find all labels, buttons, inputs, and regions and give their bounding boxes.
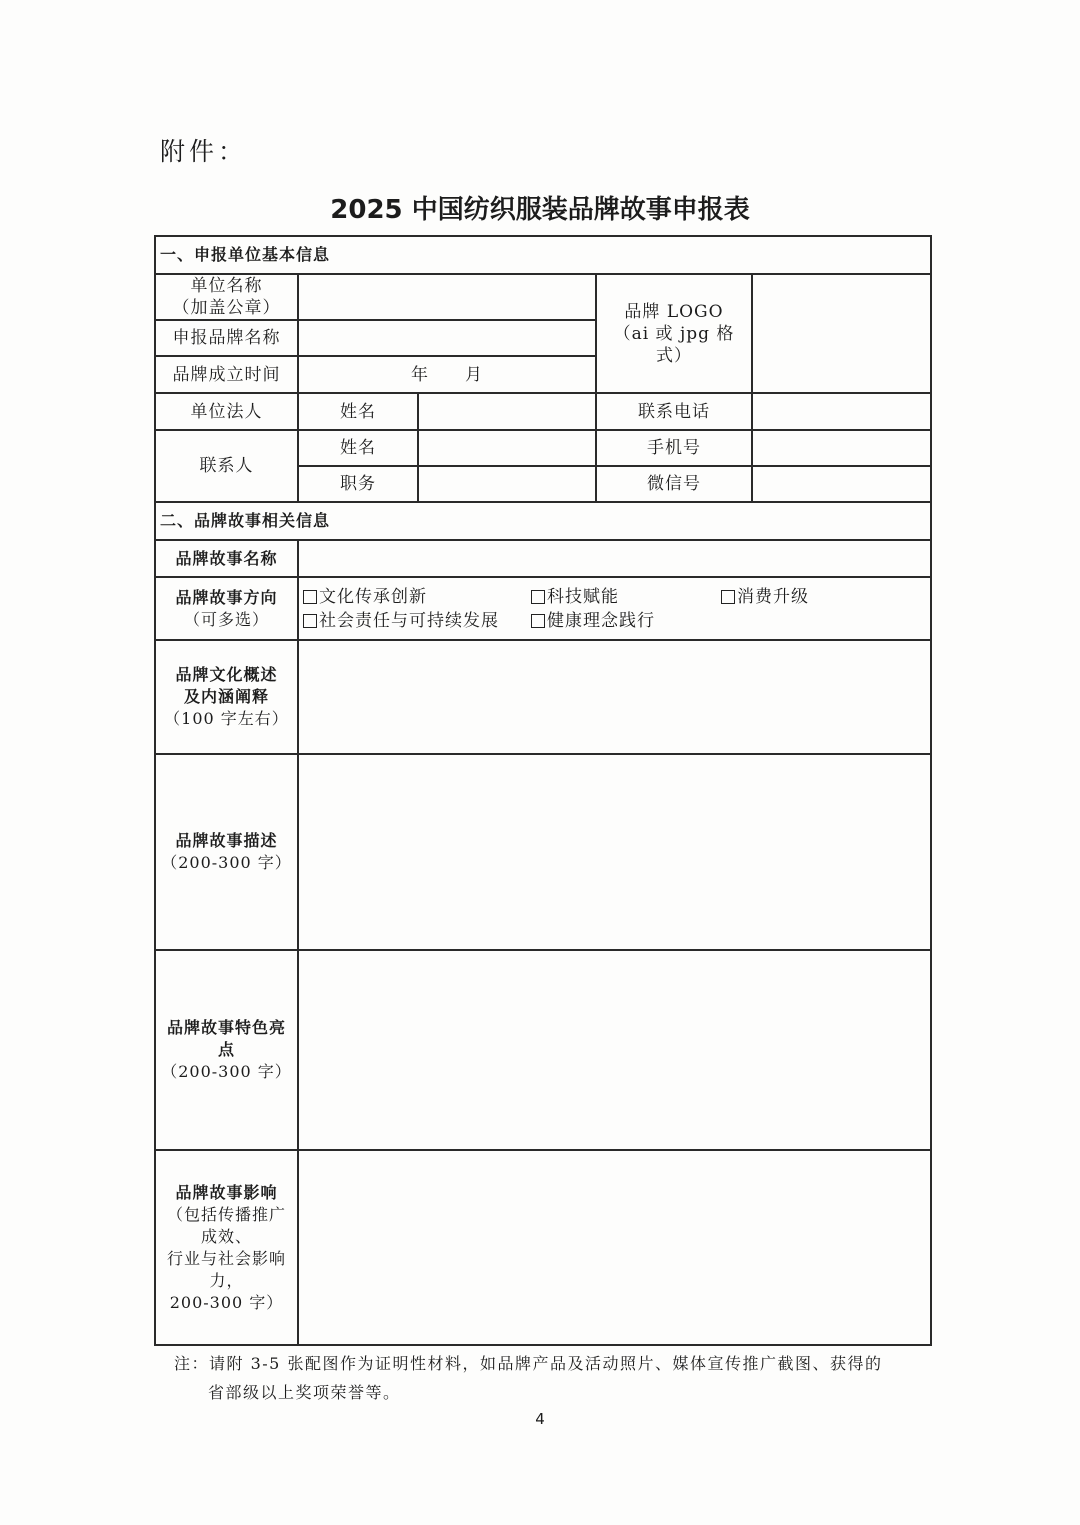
story-impact-label-sub1: （包括传播推广成效、 bbox=[166, 1204, 286, 1246]
section-2-heading: 二、品牌故事相关信息 bbox=[155, 502, 931, 540]
culture-overview-label-line2: 及内涵阐释 bbox=[183, 687, 269, 706]
story-impact-field[interactable] bbox=[298, 1150, 931, 1345]
story-direction-label-main: 品牌故事方向 bbox=[175, 587, 278, 607]
legal-rep-name-field[interactable] bbox=[418, 393, 596, 430]
option-label: 消费升级 bbox=[737, 586, 809, 607]
story-direction-label bbox=[155, 577, 298, 640]
story-direction-row bbox=[155, 577, 931, 640]
section-1-heading: 一、申报单位基本信息 bbox=[155, 236, 931, 274]
checkbox-icon[interactable] bbox=[303, 614, 317, 628]
contact-name-field[interactable] bbox=[418, 430, 596, 466]
page-number: 4 bbox=[535, 1410, 545, 1428]
checkbox-icon[interactable] bbox=[531, 614, 545, 628]
option-label: 社会责任与可持续发展 bbox=[319, 610, 499, 631]
mobile-label: 手机号 bbox=[596, 430, 752, 466]
story-features-row bbox=[155, 950, 931, 1150]
story-description-row bbox=[155, 754, 931, 950]
founded-field[interactable]: 年 月 bbox=[298, 356, 596, 393]
story-description-label bbox=[155, 754, 298, 950]
section-2-header-row bbox=[155, 502, 931, 540]
legal-rep-name-label: 姓名 bbox=[298, 393, 418, 430]
brand-logo-label-line2: （ai 或 jpg 格式） bbox=[613, 323, 735, 366]
story-name-row bbox=[155, 540, 931, 577]
wechat-field[interactable] bbox=[752, 466, 931, 502]
story-name-field[interactable] bbox=[298, 540, 931, 577]
option-label: 科技赋能 bbox=[547, 586, 619, 607]
contact-label: 联系人 bbox=[155, 430, 298, 502]
contact-name-row bbox=[155, 430, 931, 466]
option-tech-empowerment[interactable] bbox=[531, 586, 721, 608]
brand-logo-field[interactable] bbox=[752, 274, 931, 393]
contact-position-label: 职务 bbox=[298, 466, 418, 502]
form-title: 2025 中国纺织服装品牌故事申报表 bbox=[330, 195, 750, 225]
story-direction-label-sub: （可多选） bbox=[183, 609, 269, 629]
application-form-table bbox=[154, 235, 932, 1346]
option-health-concept[interactable] bbox=[531, 610, 721, 632]
founded-label: 品牌成立时间 bbox=[155, 356, 298, 393]
story-features-label-sub: （200-300 字） bbox=[161, 1062, 292, 1081]
story-features-field[interactable] bbox=[298, 950, 931, 1150]
story-impact-label-sub3: 200-300 字） bbox=[169, 1292, 284, 1312]
footnote bbox=[174, 1349, 934, 1407]
option-label: 文化传承创新 bbox=[319, 586, 427, 607]
story-impact-label-sub2: 行业与社会影响力， bbox=[166, 1248, 286, 1290]
section-1-header-row bbox=[155, 236, 931, 274]
story-description-label-sub: （200-300 字） bbox=[161, 853, 292, 872]
mobile-field[interactable] bbox=[752, 430, 931, 466]
phone-label: 联系电话 bbox=[596, 393, 752, 430]
story-features-label bbox=[155, 950, 298, 1150]
story-name-label: 品牌故事名称 bbox=[155, 540, 298, 577]
checkbox-icon[interactable] bbox=[531, 590, 545, 604]
contact-name-label: 姓名 bbox=[298, 430, 418, 466]
wechat-label: 微信号 bbox=[596, 466, 752, 502]
story-impact-row bbox=[155, 1150, 931, 1345]
unit-name-field[interactable] bbox=[298, 274, 596, 320]
option-social-responsibility[interactable] bbox=[303, 610, 531, 632]
culture-overview-row bbox=[155, 640, 931, 754]
culture-overview-label bbox=[155, 640, 298, 754]
phone-field[interactable] bbox=[752, 393, 931, 430]
unit-name-label bbox=[155, 274, 298, 320]
checkbox-icon[interactable] bbox=[303, 590, 317, 604]
brand-name-label: 申报品牌名称 bbox=[155, 320, 298, 356]
story-impact-label-main: 品牌故事影响 bbox=[175, 1182, 278, 1202]
brand-logo-label bbox=[596, 274, 752, 393]
story-features-label-main: 品牌故事特色亮点 bbox=[166, 1018, 286, 1059]
option-consumption-upgrade[interactable] bbox=[721, 586, 871, 608]
legal-rep-label: 单位法人 bbox=[155, 393, 298, 430]
story-description-label-main: 品牌故事描述 bbox=[175, 831, 278, 850]
culture-overview-label-line1: 品牌文化概述 bbox=[175, 665, 278, 684]
legal-rep-row bbox=[155, 393, 931, 430]
checkbox-icon[interactable] bbox=[721, 590, 735, 604]
footnote-line1: 注：请附 3-5 张配图作为证明性材料，如品牌产品及活动照片、媒体宣传推广截图、获得的 bbox=[174, 1354, 883, 1373]
story-direction-options bbox=[298, 577, 931, 640]
brand-logo-label-line1: 品牌 LOGO bbox=[624, 301, 724, 322]
option-culture-heritage[interactable] bbox=[303, 586, 531, 608]
unit-name-row bbox=[155, 274, 931, 320]
option-label: 健康理念践行 bbox=[547, 610, 655, 631]
story-description-field[interactable] bbox=[298, 754, 931, 950]
story-impact-label bbox=[155, 1150, 298, 1345]
contact-position-field[interactable] bbox=[418, 466, 596, 502]
footnote-line2: 省部级以上奖项荣誉等。 bbox=[208, 1383, 401, 1402]
brand-name-field[interactable] bbox=[298, 320, 596, 356]
unit-name-label-line2: （加盖公章） bbox=[172, 298, 281, 318]
culture-overview-label-line3: （100 字左右） bbox=[164, 709, 289, 728]
unit-name-label-line1: 单位名称 bbox=[190, 276, 263, 296]
attachment-label: 附件： bbox=[160, 137, 248, 166]
culture-overview-field[interactable] bbox=[298, 640, 931, 754]
